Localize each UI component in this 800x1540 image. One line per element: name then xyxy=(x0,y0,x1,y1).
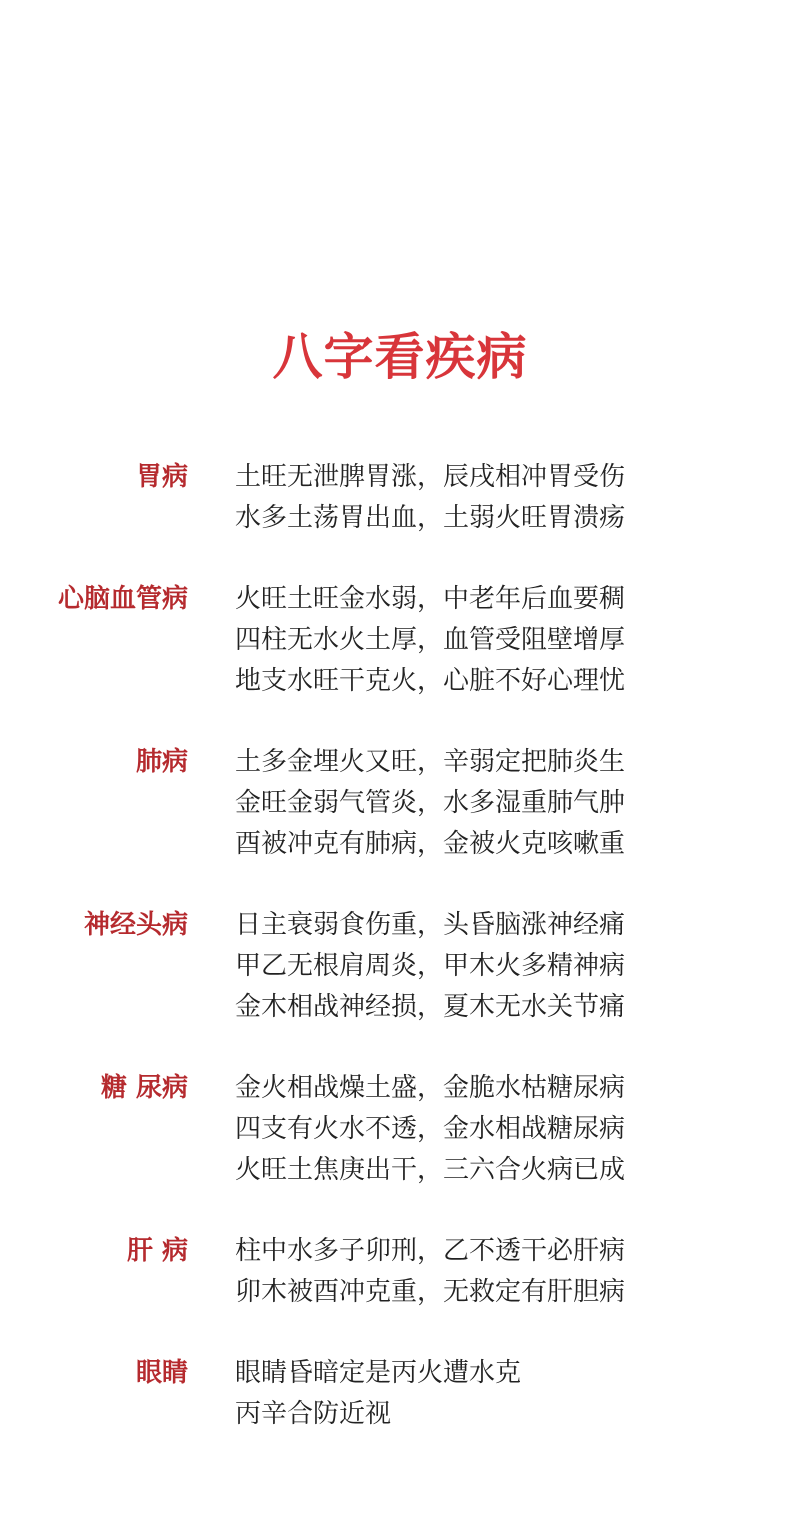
disease-label: 肺病 xyxy=(135,747,188,777)
disease-section xyxy=(0,579,800,702)
verse-line: 金火相战燥土盛，金脆水枯糖尿病 xyxy=(235,1073,626,1103)
verse-line: 土多金埋火又旺，辛弱定把肺炎生 xyxy=(235,747,626,777)
verse-block xyxy=(235,1068,800,1191)
disease-list xyxy=(0,457,800,1475)
disease-section xyxy=(0,1231,800,1313)
verse-block xyxy=(235,579,800,702)
verse-line: 卯木被酉冲克重，无救定有肝胆病 xyxy=(235,1277,626,1307)
verse-block xyxy=(235,742,800,865)
disease-label: 眼睛 xyxy=(135,1358,188,1388)
verse-line: 丙辛合防近视 xyxy=(235,1399,392,1429)
disease-section xyxy=(0,1353,800,1435)
disease-label: 肝 病 xyxy=(126,1236,188,1266)
verse-line: 柱中水多子卯刑，乙不透干必肝病 xyxy=(235,1236,626,1266)
verse-line: 水多土荡胃出血，土弱火旺胃溃疡 xyxy=(235,503,626,533)
verse-line: 金旺金弱气管炎，水多湿重肺气肿 xyxy=(235,788,626,818)
verse-line: 日主衰弱食伤重，头昏脑涨神经痛 xyxy=(235,910,626,940)
disease-label: 神经头病 xyxy=(83,910,188,940)
verse-line: 酉被冲克有肺病，金被火克咳嗽重 xyxy=(235,829,626,859)
verse-line: 地支水旺干克火，心脏不好心理忧 xyxy=(235,666,626,696)
verse-line: 眼睛昏暗定是丙火遭水克 xyxy=(235,1358,522,1388)
verse-line: 金木相战神经损，夏木无水关节痛 xyxy=(235,992,626,1022)
disease-section xyxy=(0,742,800,865)
verse-line: 土旺无泄脾胃涨，辰戌相冲胃受伤 xyxy=(235,462,626,492)
verse-line: 火旺土焦庚出干，三六合火病已成 xyxy=(235,1155,626,1185)
disease-label: 心脑血管病 xyxy=(57,584,188,614)
disease-section xyxy=(0,1068,800,1191)
verse-block xyxy=(235,905,800,1028)
verse-line: 火旺土旺金水弱，中老年后血要稠 xyxy=(235,584,626,614)
verse-block xyxy=(235,1353,800,1435)
verse-block xyxy=(235,457,800,539)
verse-line: 四柱无水火土厚，血管受阻壁增厚 xyxy=(235,625,626,655)
verse-line: 四支有火水不透，金水相战糖尿病 xyxy=(235,1114,626,1144)
disease-label: 胃病 xyxy=(135,462,188,492)
verse-block xyxy=(235,1231,800,1313)
disease-label: 糖 尿病 xyxy=(100,1073,188,1103)
disease-section xyxy=(0,905,800,1028)
page-title: 八字看疾病 xyxy=(272,328,528,386)
disease-section xyxy=(0,457,800,539)
verse-line: 甲乙无根肩周炎，甲木火多精神病 xyxy=(235,951,626,981)
